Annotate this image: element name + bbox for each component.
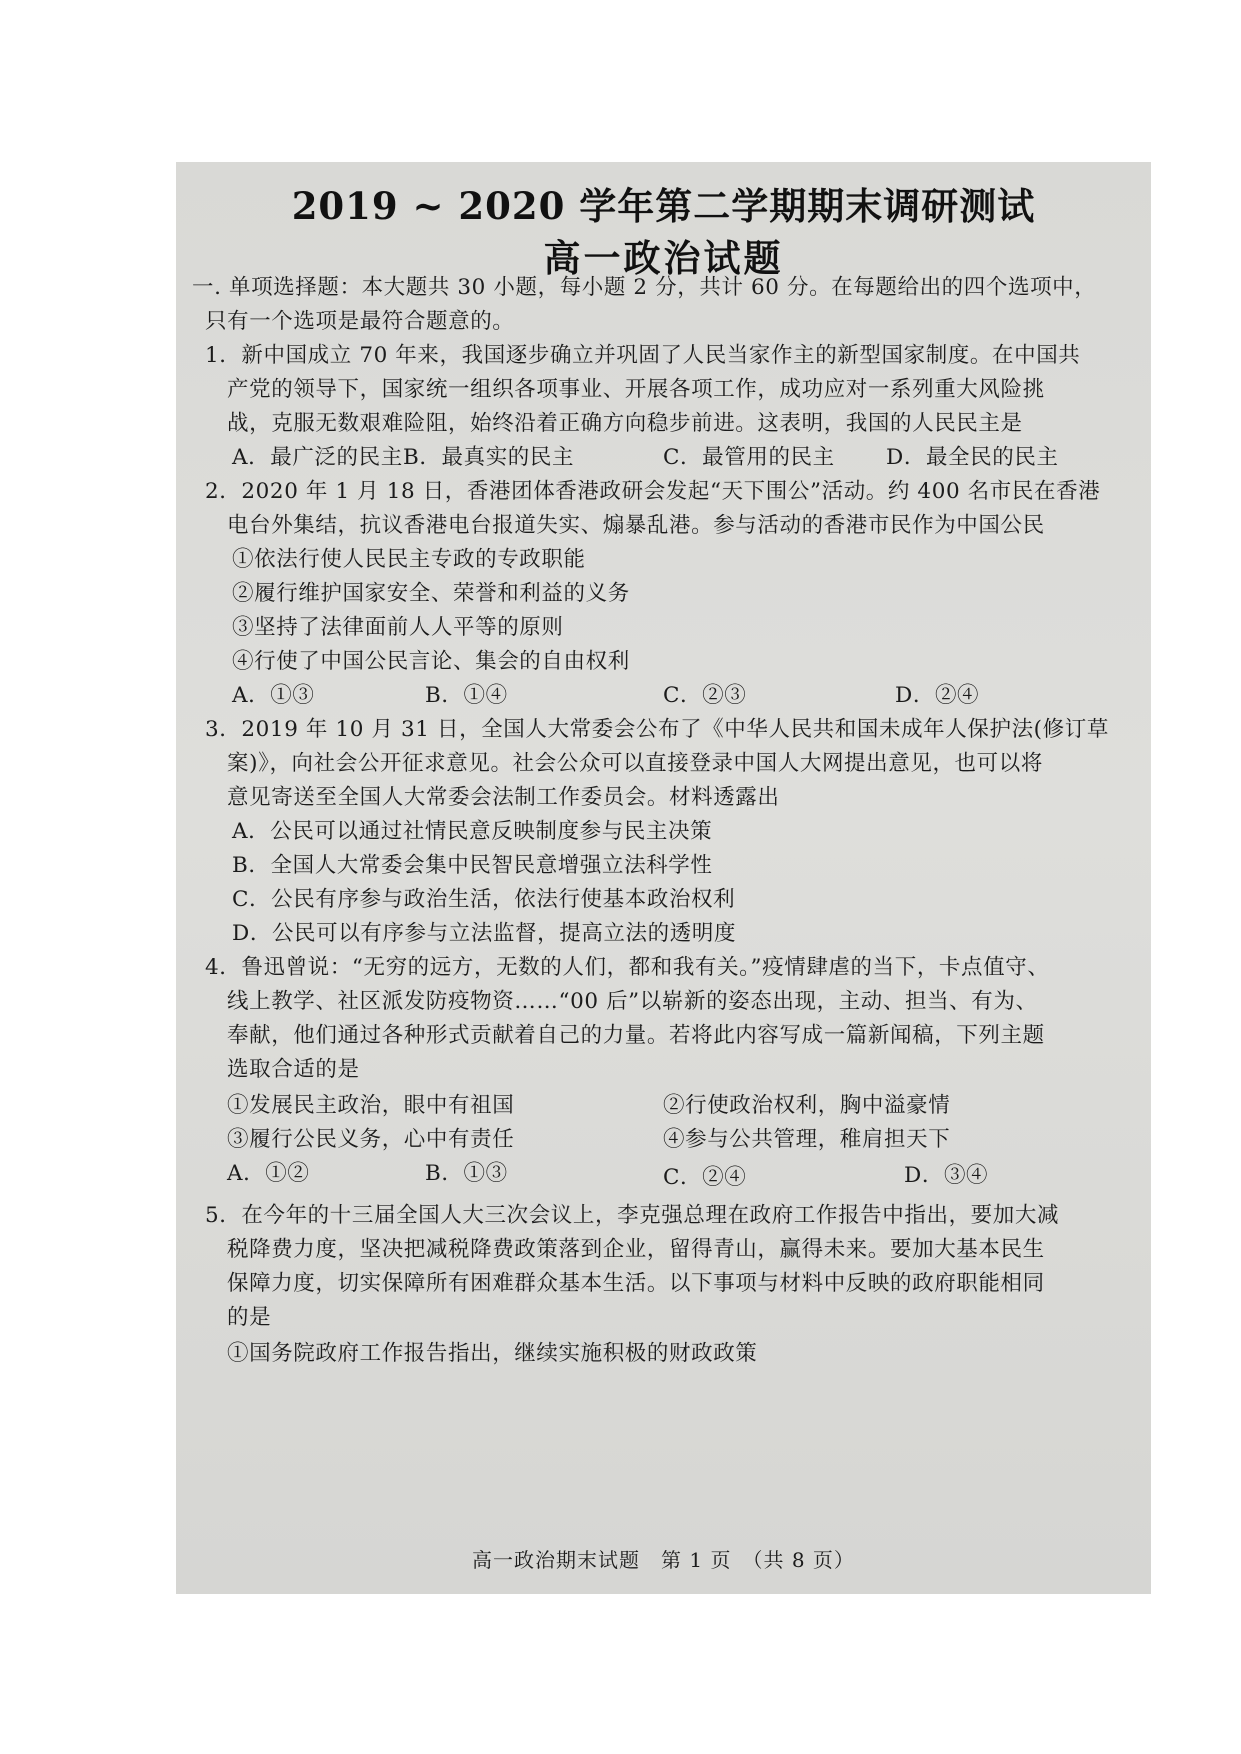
question-4-stem: 选取合适的是: [227, 1057, 360, 1082]
option-a: A．①②: [227, 1161, 310, 1186]
exam-paper: [176, 162, 1151, 1594]
question-3-stem: 3．2019 年 10 月 31 日，全国人大常委会公布了《中华人民共和国未成年人保护法(修订草: [205, 717, 1109, 742]
option-c: C．公民有序参与政治生活，依法行使基本政治权利: [232, 887, 736, 912]
statement: ③履行公民义务，心中有责任: [227, 1127, 515, 1152]
question-2-stem: 电台外集结，抗议香港电台报道失实、煽暴乱港。参与活动的香港市民作为中国公民: [227, 513, 1045, 538]
statement: ③坚持了法律面前人人平等的原则: [232, 615, 564, 640]
page-footer: 高一政治期末试题 第 1 页 （共 8 页）: [472, 1548, 855, 1572]
option-d: D．③④: [904, 1163, 989, 1188]
option-c: C．②④: [663, 1165, 747, 1190]
option-a: A．公民可以通过社情民意反映制度参与民主决策: [232, 819, 713, 844]
section-heading: 只有一个选项是最符合题意的。: [205, 309, 515, 334]
option-d: D．公民可以有序参与立法监督，提高立法的透明度: [232, 921, 737, 946]
exam-title: 2019 ~ 2020 学年第二学期期末调研测试: [291, 184, 1036, 228]
exam-subtitle: 高一政治试题: [543, 236, 784, 280]
question-2-stem: 2．2020 年 1 月 18 日，香港团体香港政研会发起“天下围公”活动。约 400 名市民在香港: [205, 479, 1101, 504]
question-1-stem: 战，克服无数艰难险阻，始终沿着正确方向稳步前进。这表明，我国的人民民主是: [227, 411, 1023, 436]
question-4-stem: 线上教学、社区派发防疫物资……“00 后”以崭新的姿态出现，主动、担当、有为、: [227, 989, 1038, 1014]
option-c: C．最管用的民主: [663, 445, 835, 470]
question-5-stem: 税降费力度，坚决把减税降费政策落到企业，留得青山，赢得未来。要加大基本民生: [227, 1237, 1045, 1262]
option-b: B．①④: [425, 683, 508, 708]
question-3-stem: 意见寄送至全国人大常委会法制工作委员会。材料透露出: [227, 785, 780, 810]
question-4-stem: 奉献，他们通过各种形式贡献着自己的力量。若将此内容写成一篇新闻稿，下列主题: [227, 1023, 1045, 1048]
statement: ①国务院政府工作报告指出，继续实施积极的财政政策: [227, 1341, 758, 1366]
option-c: C．②③: [663, 683, 747, 708]
option-d: D．②④: [895, 683, 980, 708]
option-a: A．①③: [232, 683, 315, 708]
option-a: A．最广泛的民主: [232, 445, 403, 470]
statement: ②履行维护国家安全、荣誉和利益的义务: [232, 581, 630, 606]
question-5-stem: 的是: [227, 1305, 272, 1330]
question-4-stem: 4．鲁迅曾说：“无穷的远方，无数的人们，都和我有关。”疫情肆虐的当下，卡点值守、: [205, 955, 1050, 980]
section-heading: 一. 单项选择题：本大题共 30 小题，每小题 2 分，共计 60 分。在每题给出的四个选项中，: [192, 275, 1097, 300]
option-b: B．最真实的民主: [403, 445, 575, 470]
question-1-stem: 产党的领导下，国家统一组织各项事业、开展各项工作，成功应对一系列重大风险挑: [227, 377, 1045, 402]
option-b: B．①③: [425, 1161, 508, 1186]
statement: ①发展民主政治，眼中有祖国: [227, 1093, 515, 1118]
statement: ②行使政治权利，胸中溢豪情: [663, 1093, 951, 1118]
option-d: D．最全民的民主: [886, 445, 1059, 470]
option-b: B．全国人大常委会集中民智民意增强立法科学性: [232, 853, 713, 878]
question-1-stem: 1．新中国成立 70 年来，我国逐步确立并巩固了人民当家作主的新型国家制度。在中国共: [205, 343, 1081, 368]
question-5-stem: 5．在今年的十三届全国人大三次会议上，李克强总理在政府工作报告中指出，要加大减: [205, 1203, 1060, 1228]
question-5-stem: 保障力度，切实保障所有困难群众基本生活。以下事项与材料中反映的政府职能相同: [227, 1271, 1045, 1296]
question-3-stem: 案)》，向社会公开征求意见。社会公众可以直接登录中国人大网提出意见，也可以将: [227, 751, 1043, 776]
statement: ④参与公共管理，稚肩担天下: [663, 1127, 951, 1152]
statement: ④行使了中国公民言论、集会的自由权利: [232, 649, 630, 674]
statement: ①依法行使人民民主专政的专政职能: [232, 547, 586, 572]
